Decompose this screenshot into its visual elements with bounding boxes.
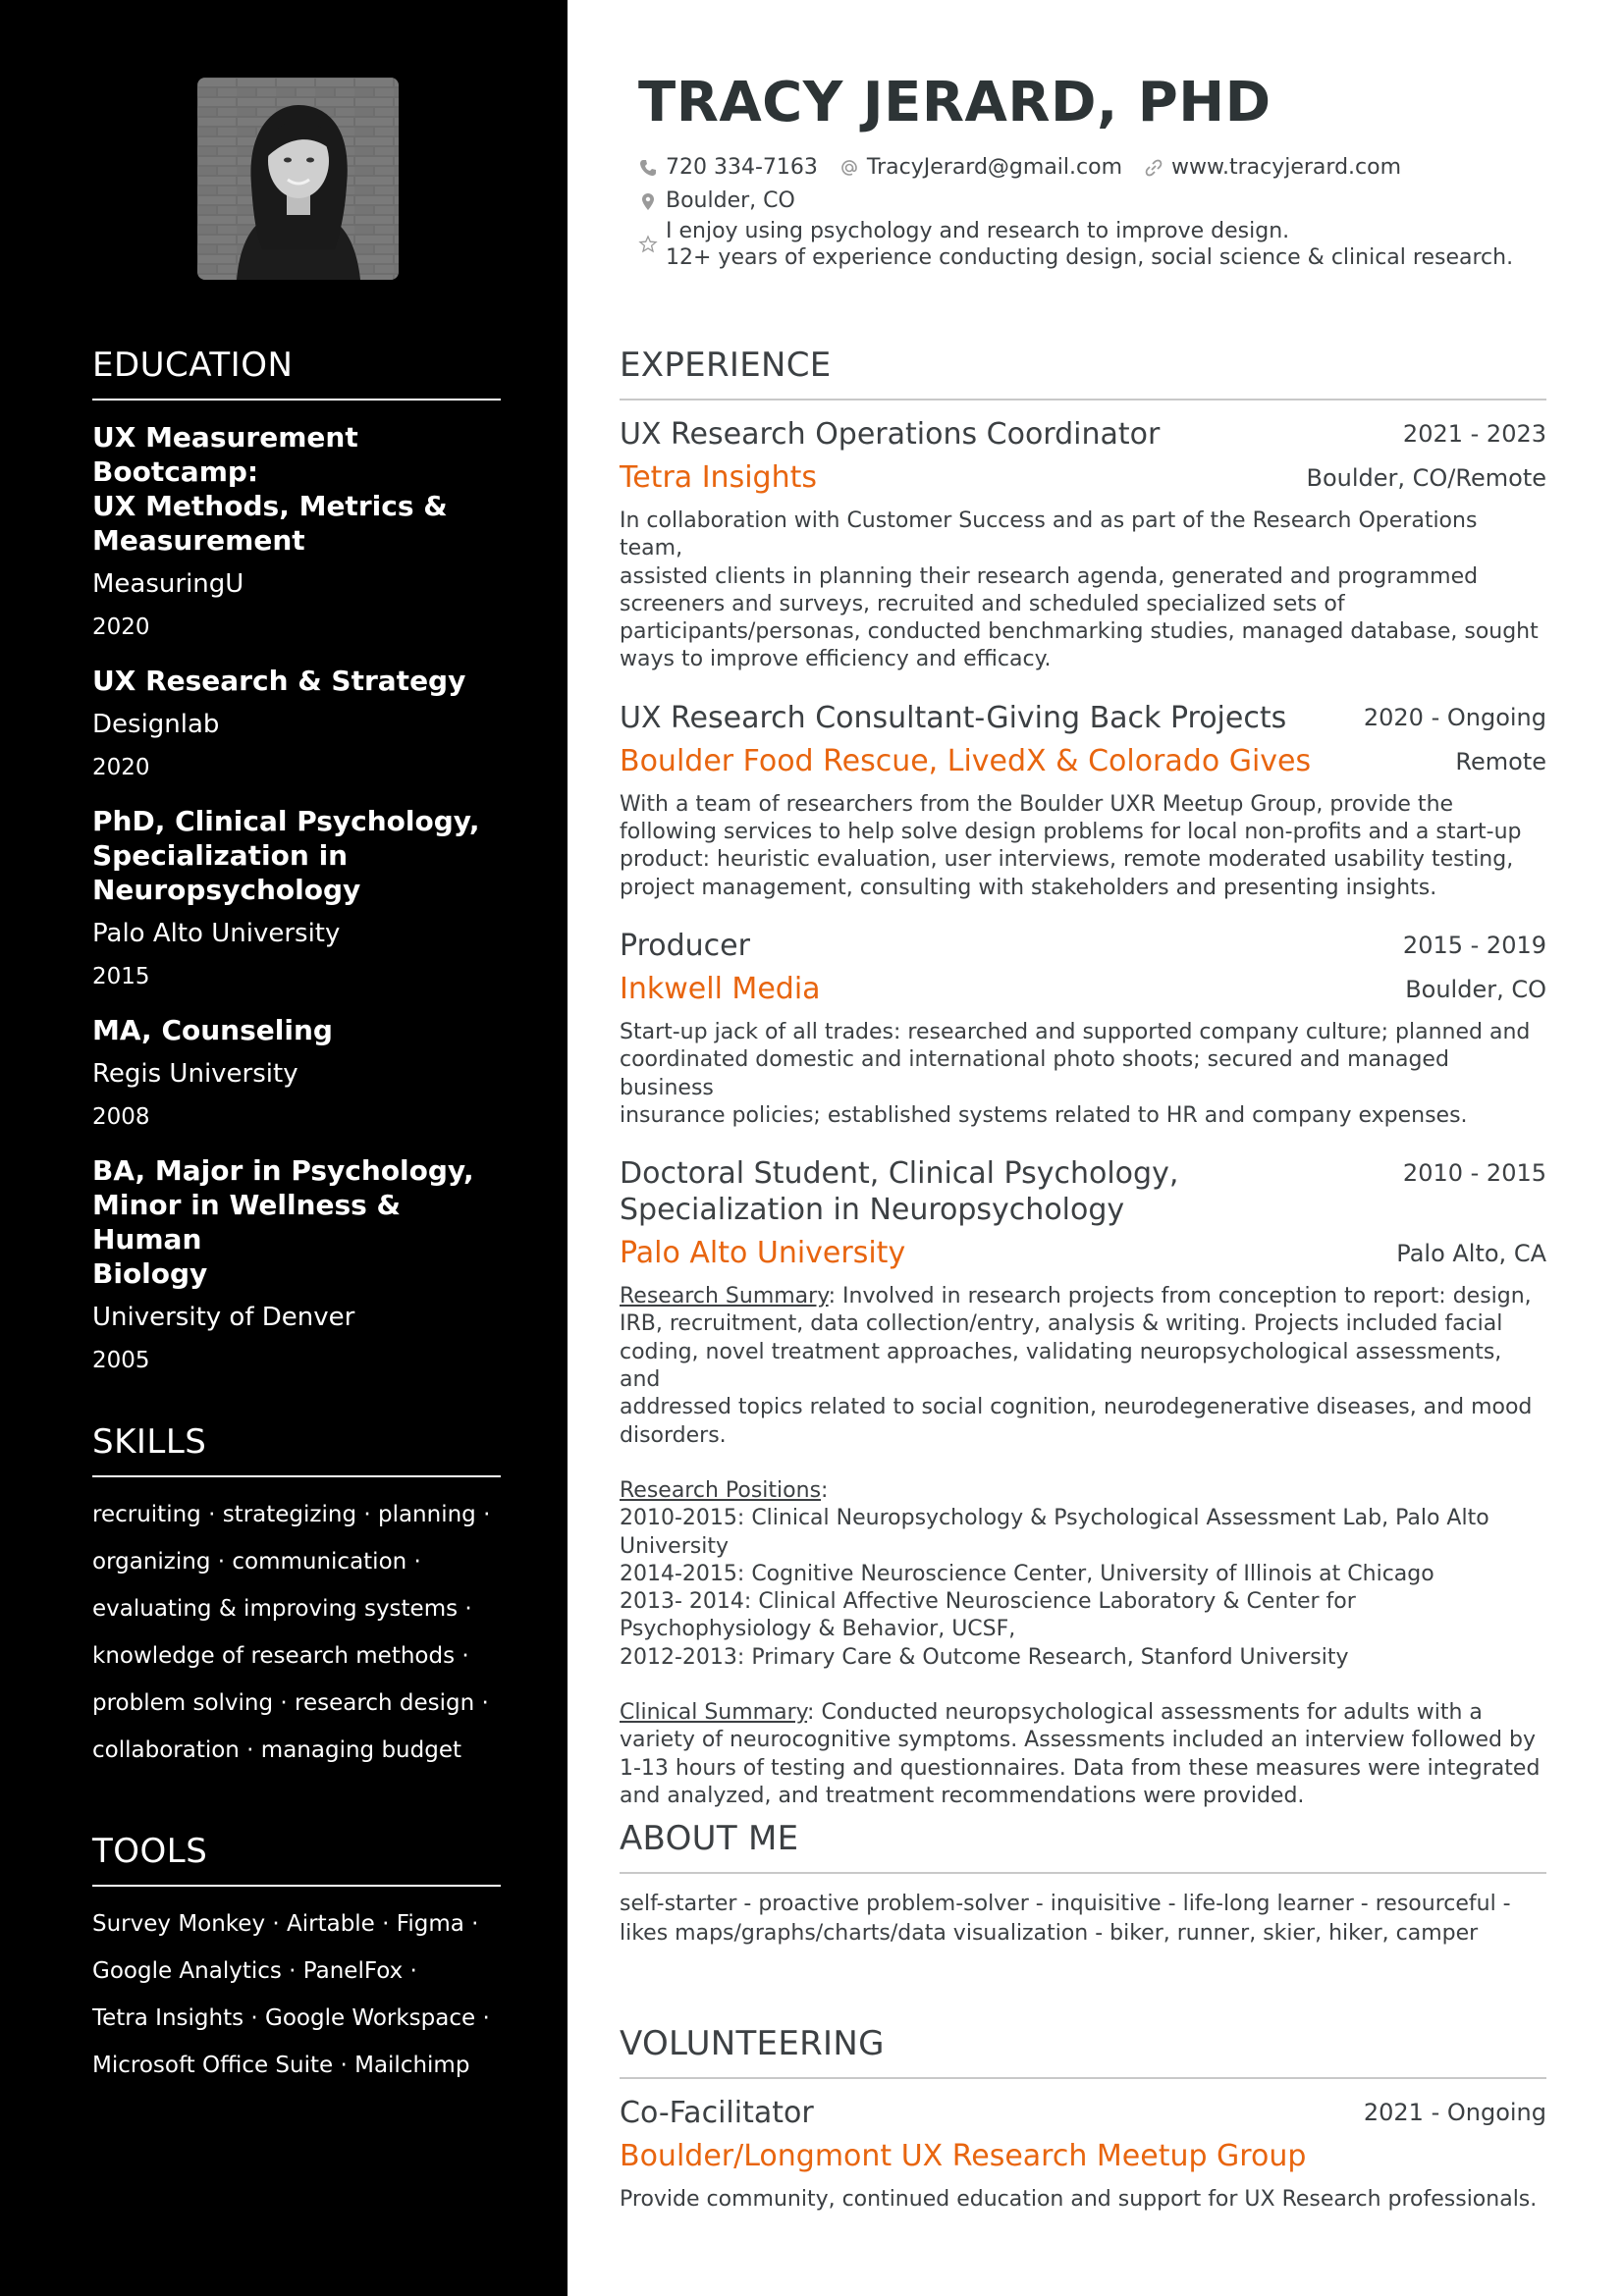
- job-description: [620, 1019, 1546, 1130]
- candidate-name: TRACY JERARD, PHD: [638, 71, 1271, 134]
- education-school: University of Denver: [92, 1303, 355, 1332]
- education-school: Palo Alto University: [92, 919, 341, 948]
- summary-line: 12+ years of experience conducting design, social science & clinical research.: [666, 245, 1514, 270]
- phone-icon: [638, 158, 658, 178]
- desc-line: 2012-2013: Primary Care & Outcome Research, Stanford University: [620, 1644, 1349, 1670]
- about-line: likes maps/graphs/charts/data visualization - biker, runner, skier, hiker, camper: [620, 1921, 1479, 1946]
- desc-line: Start-up jack of all trades: researched and supported company culture; planned and: [620, 1019, 1531, 1044]
- degree-line: UX Methods, Metrics &: [92, 490, 448, 522]
- desc-line: With a team of researchers from the Boulder UXR Meetup Group, provide the: [620, 791, 1454, 817]
- about-heading: ABOUT ME: [620, 1819, 1546, 1874]
- education-school: MeasuringU: [92, 569, 244, 599]
- education-degree: [92, 804, 501, 907]
- skills-heading: SKILLS: [92, 1422, 501, 1477]
- tools-list: [92, 1900, 501, 2089]
- research-positions-label: Research Positions: [620, 1477, 822, 1503]
- job-company: Palo Alto University: [620, 1236, 906, 1271]
- job-date: 2015 - 2019: [1402, 931, 1546, 959]
- volunteer-title: Co-Facilitator: [620, 2096, 814, 2130]
- phone-text: 720 334-7163: [666, 155, 818, 180]
- education-item: [92, 1153, 501, 1375]
- about-line: self-starter - proactive problem-solver - inquisitive - life-long learner - resourceful -: [620, 1892, 1511, 1916]
- clinical-summary: [620, 1699, 1546, 1810]
- desc-line: Psychophysiology & Behavior, UCSF,: [620, 1617, 1016, 1642]
- volunteering-heading: VOLUNTEERING: [620, 2024, 1546, 2079]
- profile-photo: [197, 78, 399, 280]
- degree-line: PhD, Clinical Psychology,: [92, 805, 480, 837]
- desc-line: In collaboration with Customer Success and as part of the Research Operations team,: [620, 508, 1478, 561]
- desc-line: : Conducted neuropsychological assessments for adults with a: [807, 1700, 1483, 1726]
- main-content: [568, 0, 1623, 2296]
- degree-line: Specialization in: [92, 839, 349, 872]
- experience-section: [620, 346, 1546, 1810]
- desc-line: screeners and surveys, recruited and scheduled specialized sets of: [620, 591, 1345, 616]
- desc-line: project management, consulting with stakeholders and presenting insights.: [620, 875, 1437, 900]
- education-list: [92, 420, 501, 1375]
- desc-line: addressed topics related to social cognition, neurodegenerative diseases, and mood: [620, 1395, 1533, 1420]
- desc-line: IRB, recruitment, data collection/entry, analysis & writing. Projects included facial: [620, 1311, 1503, 1337]
- job-title: UX Research Operations Coordinator: [620, 417, 1161, 452]
- volunteering-section: [620, 2024, 1546, 2214]
- link-icon: [1144, 158, 1163, 178]
- education-heading: EDUCATION: [92, 346, 501, 400]
- sidebar: [0, 0, 568, 2296]
- summary-text: [666, 218, 1513, 271]
- skills-line: knowledge of research methods ·: [92, 1643, 469, 1669]
- desc-line: 2013- 2014: Clinical Affective Neuroscience Laboratory & Center for: [620, 1589, 1356, 1615]
- desc-line: and analyzed, and treatment recommendations were provided.: [620, 1783, 1305, 1808]
- about-text: [620, 1890, 1546, 1949]
- website-text: www.tracyjerard.com: [1171, 155, 1402, 180]
- desc-line: insurance policies; established systems related to HR and company expenses.: [620, 1102, 1468, 1128]
- desc-line: following services to help solve design problems for local non-profits and a start-up: [620, 820, 1522, 845]
- email-contact[interactable]: [839, 155, 1122, 180]
- job-date: 2010 - 2015: [1402, 1159, 1546, 1188]
- job-location: Boulder, CO: [1405, 975, 1546, 1003]
- job-entry: [620, 416, 1546, 674]
- degree-line: UX Research & Strategy: [92, 665, 466, 697]
- job-title: [620, 1155, 1178, 1228]
- degree-line: MA, Counseling: [92, 1014, 333, 1046]
- degree-line: Minor in Wellness & Human: [92, 1189, 401, 1255]
- job-company: Boulder Food Rescue, LivedX & Colorado Gives: [620, 743, 1312, 778]
- star-icon: [638, 235, 658, 254]
- skills-list: [92, 1491, 501, 1774]
- experience-heading: EXPERIENCE: [620, 346, 1546, 400]
- tools-line: Microsoft Office Suite · Mailchimp: [92, 2053, 470, 2078]
- summary-line: I enjoy using psychology and research to improve design.: [666, 219, 1290, 243]
- desc-line: 1-13 hours of testing and questionnaires. Data from these measures were integrated: [620, 1755, 1541, 1781]
- skills-line: organizing · communication ·: [92, 1549, 421, 1575]
- education-item: [92, 664, 501, 782]
- email-text: TracyJerard@gmail.com: [866, 155, 1123, 180]
- job-date: 2020 - Ongoing: [1363, 703, 1546, 731]
- education-year: 2008: [92, 1104, 150, 1130]
- volunteer-date: 2021 - Ongoing: [1363, 2099, 1546, 2126]
- summary-block: [638, 218, 1513, 271]
- education-section: [92, 346, 501, 1397]
- job-description: [620, 791, 1546, 902]
- tools-line: Google Analytics · PanelFox ·: [92, 1958, 417, 1984]
- title-line: Specialization in Neuropsychology: [620, 1193, 1125, 1228]
- clinical-summary-label: Clinical Summary: [620, 1700, 808, 1726]
- education-degree: [92, 1153, 501, 1291]
- job-company: Tetra Insights: [620, 460, 817, 495]
- volunteer-entry: [620, 2095, 1546, 2214]
- education-degree: [92, 1013, 501, 1047]
- job-date: 2021 - 2023: [1402, 420, 1546, 448]
- degree-line: Neuropsychology: [92, 874, 361, 906]
- education-school: Regis University: [92, 1059, 298, 1089]
- skills-section: [92, 1422, 501, 1774]
- desc-line: 2010-2015: Clinical Neuropsychology & Psychological Assessment Lab, Palo Alto: [620, 1506, 1489, 1531]
- education-item: [92, 420, 501, 642]
- degree-line: Measurement: [92, 524, 305, 557]
- location-text: Boulder, CO: [666, 188, 795, 213]
- desc-line: participants/personas, conducted benchmarking studies, managed database, sought: [620, 619, 1539, 645]
- website-contact[interactable]: [1144, 155, 1401, 180]
- desc-line: variety of neurocognitive symptoms. Assessments included an interview followed by: [620, 1728, 1536, 1753]
- research-summary-label: Research Summary: [620, 1284, 829, 1309]
- location-contact: [638, 188, 795, 213]
- volunteer-description: Provide community, continued education and support for UX Research professionals.: [620, 2187, 1538, 2212]
- education-year: 2015: [92, 964, 150, 989]
- desc-line: coding, novel treatment approaches, validating neuropsychological assessments, and: [620, 1339, 1502, 1393]
- desc-line: 2014-2015: Cognitive Neuroscience Center, University of Illinois at Chicago: [620, 1561, 1434, 1586]
- research-summary: [620, 1283, 1546, 1450]
- desc-line: : Involved in research projects from conception to report: design,: [828, 1284, 1532, 1309]
- skills-line: recruiting · strategizing · planning ·: [92, 1502, 491, 1527]
- degree-line: UX Measurement Bootcamp:: [92, 421, 358, 488]
- job-location: Boulder, CO/Remote: [1306, 464, 1546, 492]
- skills-line: evaluating & improving systems ·: [92, 1596, 472, 1622]
- desc-line: product: heuristic evaluation, user interviews, remote moderated usability testing,: [620, 847, 1514, 873]
- at-icon: [839, 158, 859, 178]
- job-location: Palo Alto, CA: [1396, 1240, 1546, 1268]
- title-line: Doctoral Student, Clinical Psychology,: [620, 1156, 1179, 1192]
- job-company: Inkwell Media: [620, 971, 821, 1006]
- desc-line: University: [620, 1533, 729, 1559]
- map-pin-icon: [638, 191, 658, 211]
- education-degree: [92, 420, 501, 558]
- education-school: Designlab: [92, 710, 220, 739]
- skills-line: collaboration · managing budget: [92, 1737, 461, 1763]
- degree-line: Biology: [92, 1257, 208, 1290]
- skills-line: problem solving · research design ·: [92, 1690, 489, 1716]
- education-year: 2005: [92, 1348, 150, 1373]
- desc-line: ways to improve efficiency and efficacy.: [620, 647, 1052, 672]
- desc-line: disorders.: [620, 1422, 727, 1448]
- contact-row: [638, 155, 1423, 180]
- education-degree: [92, 664, 501, 698]
- desc-line: coordinated domestic and international photo shoots; secured and managed business: [620, 1047, 1449, 1100]
- tools-line: Tetra Insights · Google Workspace ·: [92, 2005, 490, 2031]
- location-row: [638, 188, 817, 213]
- job-description: [620, 1283, 1546, 1810]
- tools-heading: TOOLS: [92, 1832, 501, 1887]
- tools-section: [92, 1832, 501, 2089]
- education-year: 2020: [92, 614, 150, 640]
- about-section: [620, 1819, 1546, 1949]
- phone-contact[interactable]: [638, 155, 818, 180]
- job-entry: [620, 700, 1546, 902]
- degree-line: BA, Major in Psychology,: [92, 1154, 474, 1187]
- education-year: 2020: [92, 755, 150, 780]
- job-entry: [620, 1155, 1546, 1810]
- job-description: [620, 507, 1546, 674]
- job-entry: [620, 928, 1546, 1130]
- label-colon: :: [821, 1477, 829, 1503]
- desc-line: assisted clients in planning their research agenda, generated and programmed: [620, 563, 1479, 589]
- education-item: [92, 804, 501, 991]
- volunteer-organization: Boulder/Longmont UX Research Meetup Group: [620, 2139, 1307, 2173]
- job-location: Remote: [1455, 747, 1546, 775]
- tools-line: Survey Monkey · Airtable · Figma ·: [92, 1911, 479, 1937]
- job-title: UX Research Consultant-Giving Back Projects: [620, 700, 1287, 735]
- education-item: [92, 1013, 501, 1132]
- research-positions: [620, 1477, 1546, 1672]
- job-title: Producer: [620, 928, 750, 963]
